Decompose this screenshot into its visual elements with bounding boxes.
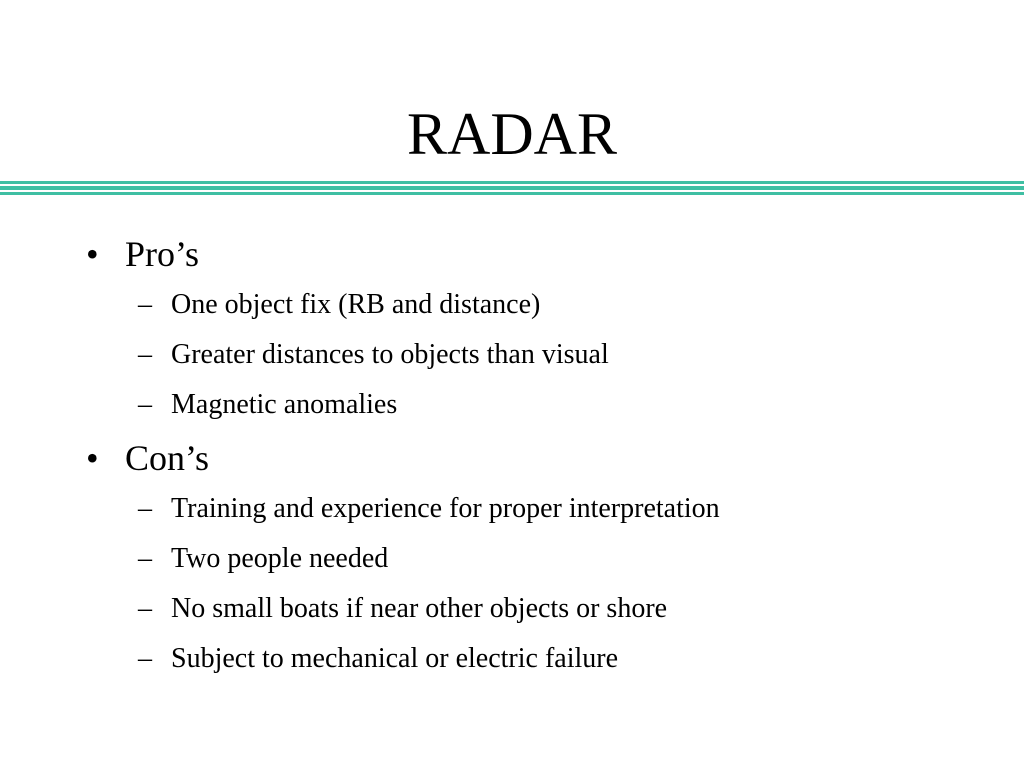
- dash-icon: –: [138, 493, 152, 524]
- sub-item-text: Greater distances to objects than visual: [171, 339, 609, 370]
- slide-title: RADAR: [406, 101, 618, 167]
- sub-item: [80, 380, 980, 430]
- sub-item: [80, 330, 980, 380]
- sub-item: [80, 634, 980, 684]
- sub-list-pros: [80, 280, 980, 430]
- bullet-heading: Con’s: [125, 438, 210, 478]
- dash-icon: –: [138, 593, 152, 624]
- title-divider-line-middle: [0, 186, 1024, 190]
- sub-item-text: Training and experience for proper interpretation: [171, 493, 720, 524]
- bullet-icon: •: [86, 234, 99, 274]
- sub-item: [80, 484, 980, 534]
- sub-item: [80, 534, 980, 584]
- title-divider-line-top: [0, 181, 1024, 184]
- sub-item-text: No small boats if near other objects or shore: [171, 593, 668, 624]
- dash-icon: –: [138, 643, 152, 674]
- sub-item-text: One object fix (RB and distance): [171, 289, 541, 320]
- sub-list-cons: [80, 484, 980, 684]
- sub-item-text: Two people needed: [171, 543, 389, 574]
- sub-item-text: Subject to mechanical or electric failure: [171, 643, 619, 674]
- dash-icon: –: [138, 389, 152, 420]
- title-divider-line-bottom: [0, 192, 1024, 195]
- sub-item: [80, 280, 980, 330]
- dash-icon: –: [138, 543, 152, 574]
- bullet-item-pros: [80, 228, 980, 280]
- dash-icon: –: [138, 339, 152, 370]
- dash-icon: –: [138, 289, 152, 320]
- sub-item-text: Magnetic anomalies: [171, 389, 398, 420]
- bullet-icon: •: [86, 438, 99, 478]
- bullet-item-cons: [80, 432, 980, 484]
- title-divider: [0, 181, 1024, 195]
- bullet-heading: Pro’s: [125, 234, 200, 274]
- sub-item: [80, 584, 980, 634]
- bullet-list: [80, 228, 980, 684]
